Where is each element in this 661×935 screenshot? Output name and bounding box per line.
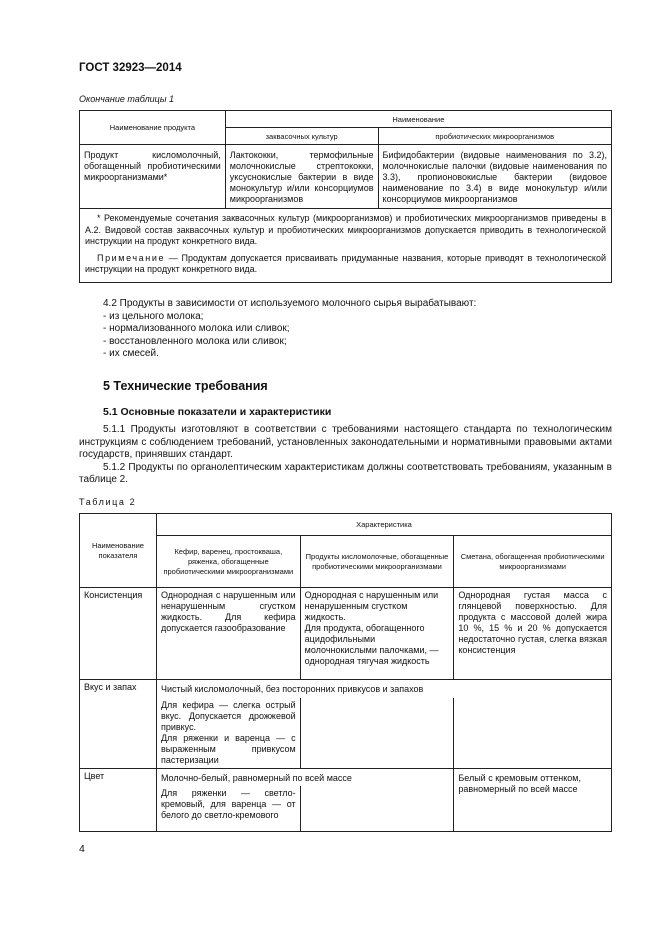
table-1 (79, 110, 612, 283)
t2-taste-dairy-empty (300, 698, 454, 769)
t2-taste-common: Чистый кисломолочный, без посторонних привкусов и запахов (156, 680, 611, 698)
t2-header-char: Характеристика (156, 514, 611, 536)
t2-taste-kefir (156, 698, 300, 769)
t1-note-label: Примечание (97, 252, 166, 263)
standard-header: ГОСТ 32923—2014 (79, 62, 182, 74)
section-5-1-text (79, 424, 612, 487)
t2-consistency-kefir: Однородная с нарушенным или ненарушенным сгустком жидкость. Для кефира допускается газообразование (156, 588, 300, 680)
t1-note (85, 253, 606, 276)
page-number: 4 (79, 843, 85, 855)
t2-consistency-dairy (300, 588, 454, 680)
t2-color-dairy-empty (300, 786, 454, 832)
table1-continuation: Окончание таблицы 1 (79, 94, 174, 104)
t2-header-dairy: Продукты кисломолочные, обогащенные пробиотическими микроорганизмами (300, 536, 454, 588)
t1-footnote: * Рекомендуемые сочетания заквасочных культур (микроорганизмов) и пробиотических микроорганизмов приведены в А.2. Видовой состав заквасочных культур и пробиотических микроорганизмов допускается приводить в технологической инструкции на продукт конкретного вида. (85, 213, 606, 246)
t2-taste-kefir-1: Для кефира — слегка острый вкус. Допускается дрожжевой привкус. (160, 699, 296, 732)
t2-row-taste-label: Вкус и запах (80, 680, 157, 769)
t2-header-kefir: Кефир, варенец, простокваша, ряженка, обогащенные пробиотическими микроорганизмами (156, 536, 300, 588)
t2-header-sour: Сметана, обогащенная пробиотическими микроорганизмами (454, 536, 612, 588)
list-item: - восстановленного молока или сливок; (103, 335, 287, 347)
t1-cell-starter: Лактококки, термофильные молочнокислые стрептококки, уксуснокислые бактерии в виде монокультур и/или консорциумов микроорганизмов (225, 145, 378, 209)
list-item: - из цельного молока; (103, 310, 204, 322)
t1-header-product: Наименование продукта (80, 111, 226, 145)
list-item: - нормализованного молока или сливок; (103, 323, 290, 334)
p-5-1-2: 5.1.2 Продукты по органолептическим характеристикам должны соответствовать требованиям, указанным в таблице 2. (79, 461, 612, 485)
t2-consistency-dairy-2: Для продукта, обогащенного ацидофильными молочнокислыми палочками, — однородная тягучая жидкость (304, 623, 439, 666)
t1-note-text: — Продуктам допускается присваивать придуманные названия, которые приводят в технологической инструкции на продукт конкретного вида. (85, 252, 606, 274)
t2-taste-kefir-2: Для ряженки и варенца — с выраженным привкусом пастеризации (160, 732, 296, 765)
t1-footnote-cell (80, 209, 612, 283)
t1-header-name: Наименование (225, 111, 611, 128)
table-2 (79, 513, 612, 832)
s42-intro: 4.2 Продукты в зависимости от используемого молочного сырья вырабатывают: (103, 298, 477, 309)
t2-row-consistency-label: Консистенция (80, 588, 157, 680)
t2-consistency-sour: Однородная густая масса с глянцевой поверхностью. Для продукта с массовой долей жира 10 %, 15 % и 20 % допускается недостаточно густая, слегка вязкая консистенция (454, 588, 612, 680)
p-5-1-1: 5.1.1 Продукты изготовляют в соответствии с требованиями настоящего стандарта по технологическим инструкциям с соблюдением требований, установленных законодательными и нормативными правовыми актами государств, принявших стандарт. (79, 424, 612, 460)
table2-label: Таблица 2 (79, 497, 137, 507)
t2-row-color-label: Цвет (80, 768, 157, 832)
t2-consistency-dairy-1: Однородная с нарушенным или ненарушенным сгустком жидкость. (304, 590, 439, 622)
section-5-1-title: 5.1 Основные показатели и характеристики (103, 406, 332, 418)
section-5-title: 5 Технические требования (103, 379, 268, 393)
t1-header-starter: заквасочных культур (225, 128, 378, 145)
list-item: - их смесей. (103, 348, 159, 359)
t2-color-common: Молочно-белый, равномерный по всей массе (156, 768, 453, 786)
t1-cell-probiotic: Бифидобактерии (видовые наименования по 3.2), молочнокислые палочки (видовые наименования по 3.3), пропионовокислые бактерии (видовое наименование по 3.4) в виде монокультур и/или консорциумов микроорганизмов (378, 145, 611, 209)
t2-color-sour: Белый с кремовым оттенком, равномерный по всей массе (454, 768, 612, 832)
t2-header-indicator: Наименование показателя (80, 514, 157, 588)
t1-cell-product: Продукт кисломолочный, обогащенный пробиотическими микроорганизмами* (80, 145, 226, 209)
t2-color-kefir: Для ряженки — светло-кремовый, для варенца — от белого до светло-кремового (156, 786, 300, 832)
section-4-2 (79, 298, 612, 361)
t2-taste-sour-empty (454, 698, 612, 769)
t1-header-probiotic: пробиотических микроорганизмов (378, 128, 611, 145)
